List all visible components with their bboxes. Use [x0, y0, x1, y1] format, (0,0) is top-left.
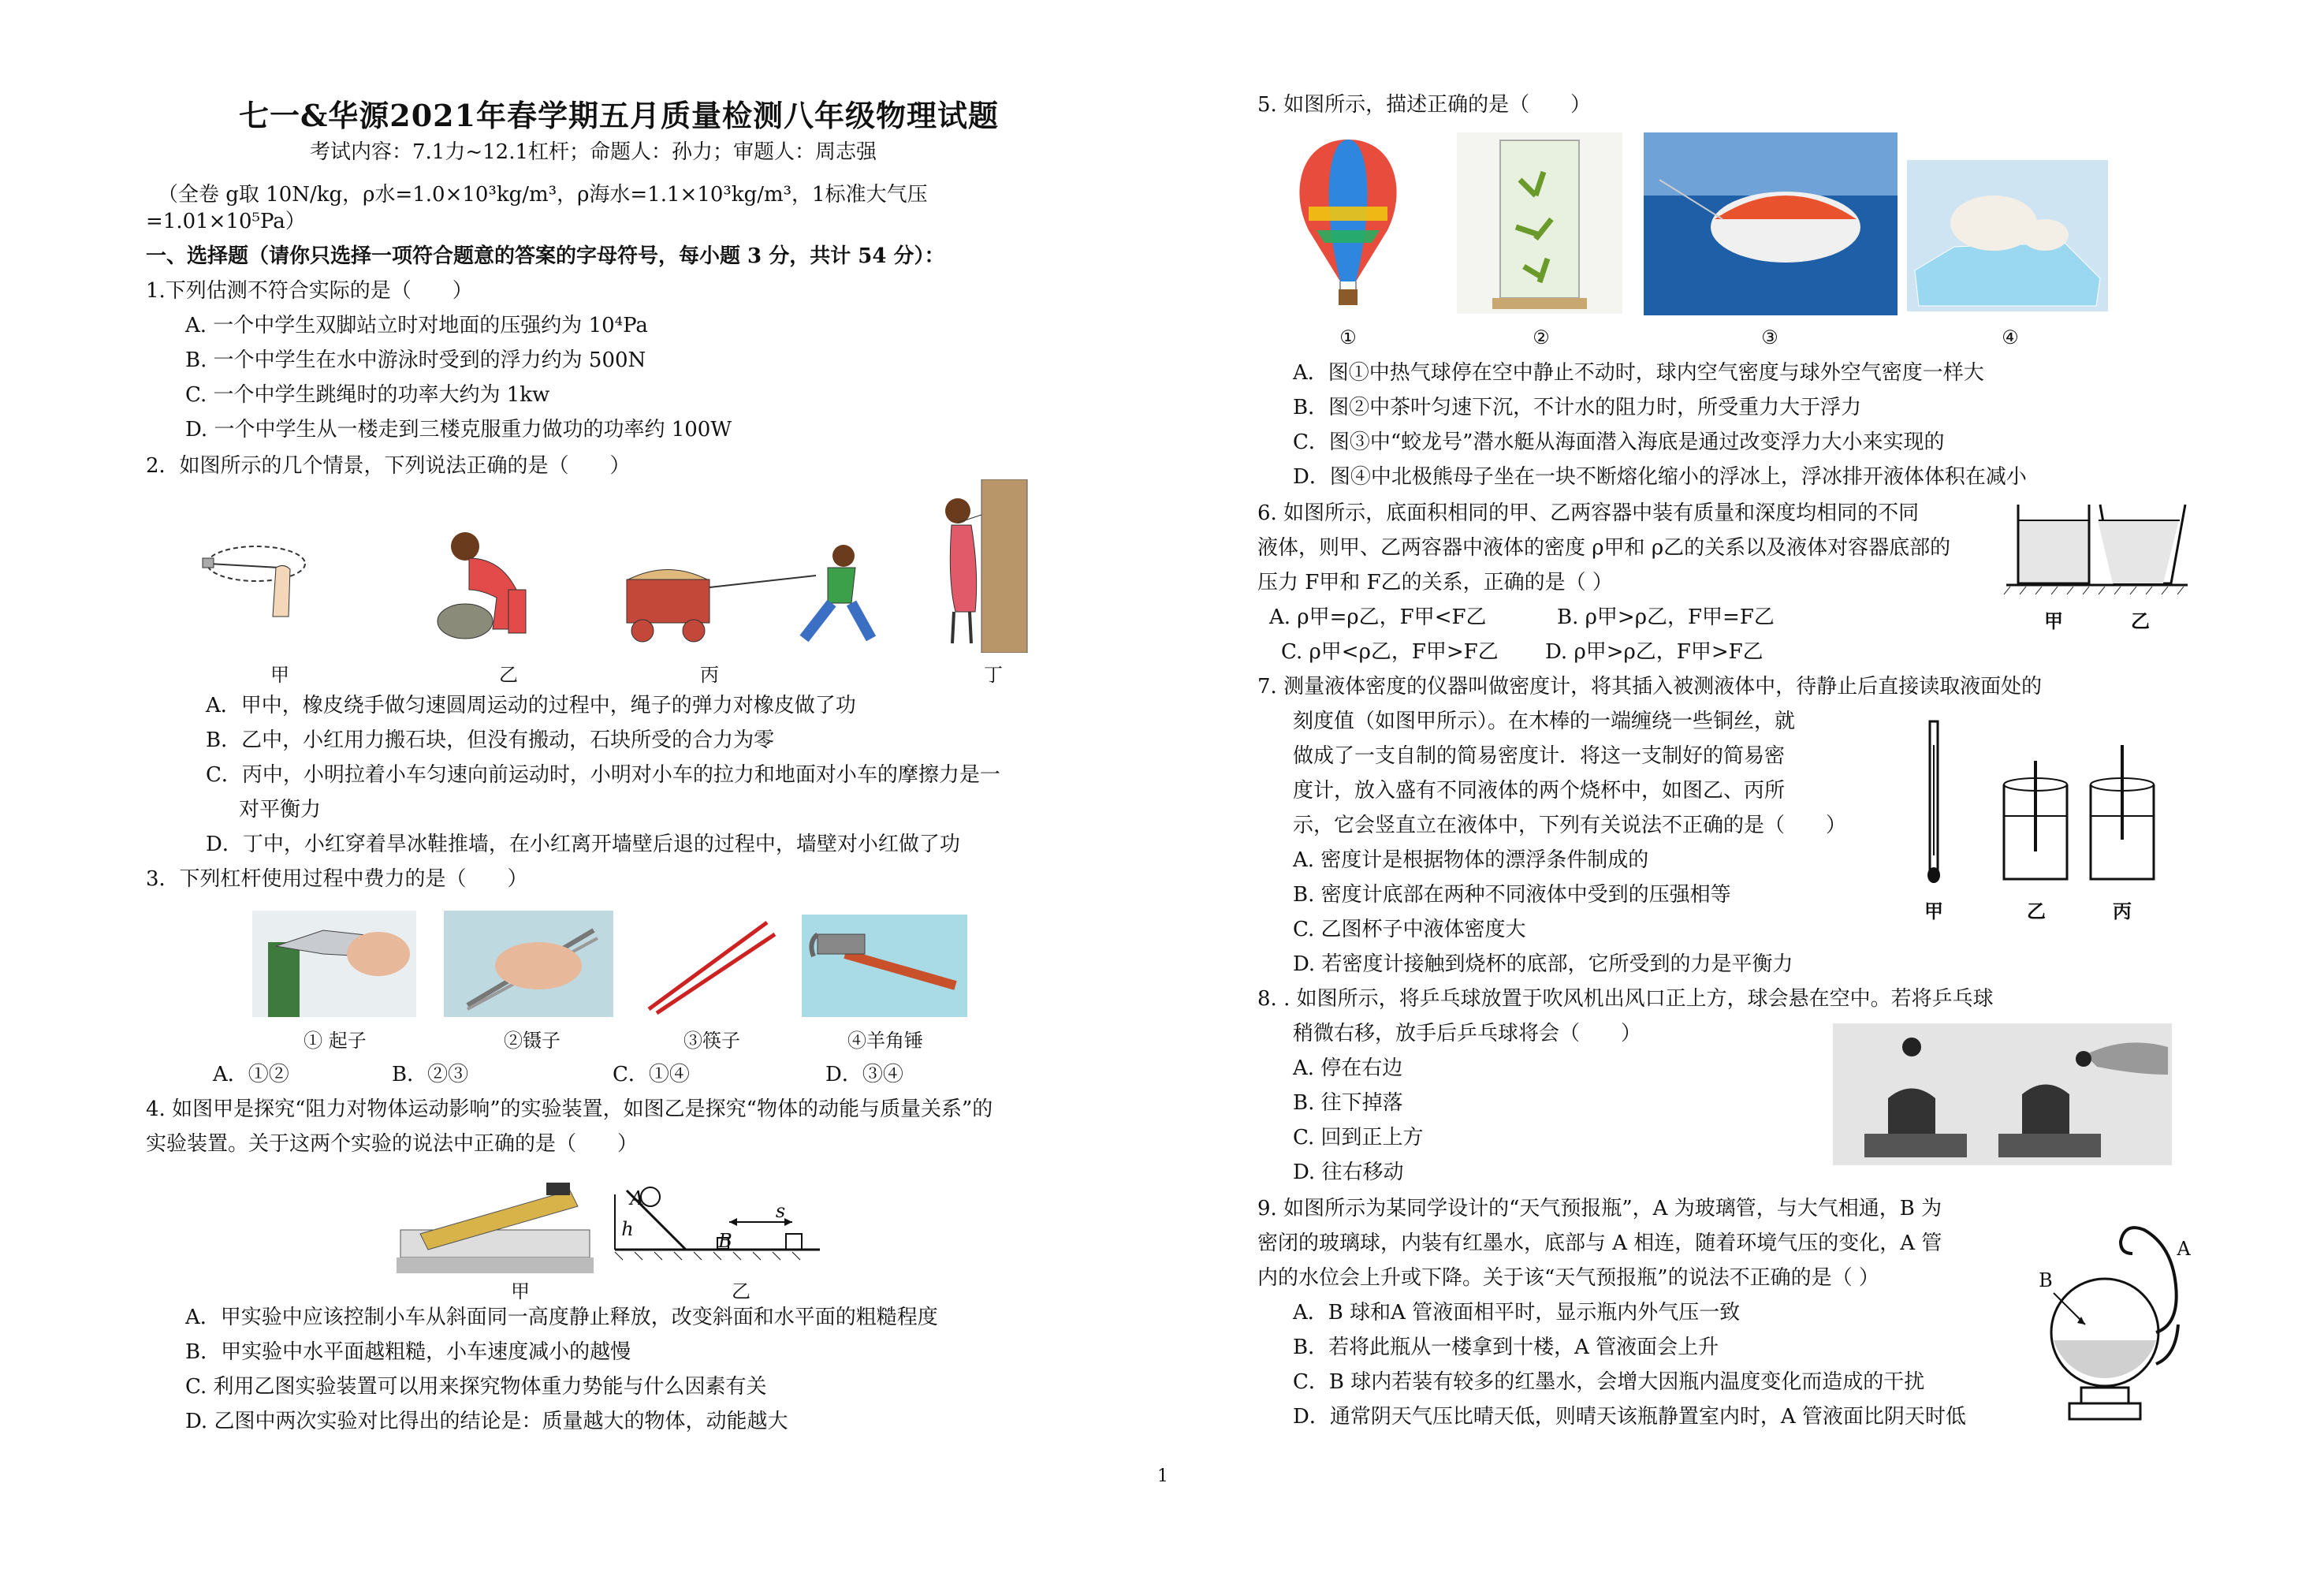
- q2-option-b: B．乙中，小红用力搬石块，但没有搬动，石块所受的合力为零: [206, 728, 775, 752]
- q5-caption-1: ①: [1339, 326, 1357, 348]
- q5-caption-3: ③: [1761, 326, 1778, 348]
- q4-label-s: s: [775, 1200, 786, 1222]
- q7-option-a: A. 密度计是根据物体的漂浮条件制成的: [1293, 848, 1649, 872]
- page-title: 七一&华源2021年春学期五月质量检测八年级物理试题: [238, 98, 1000, 133]
- q4-label-h: h: [621, 1218, 634, 1240]
- q3-caption-3: ③筷子: [683, 1030, 740, 1052]
- q4-option-c: C. 利用乙图实验装置可以用来探究物体重力势能与什么因素有关: [185, 1375, 767, 1399]
- q2-figure-bing: [619, 540, 887, 650]
- q2-figure-jia: [201, 536, 311, 631]
- q7-stem-line5: 示，它会竖直立在液体中，下列有关说法不正确的是（ ）: [1293, 814, 1847, 837]
- q5-figure-polar-bears: [1907, 160, 2108, 311]
- q6-figure-containers: [2002, 497, 2192, 607]
- q3-figure-chopsticks: [641, 915, 779, 1017]
- q4-stem: 4. 如图甲是探究“阻力对物体运动影响”的实验装置，如图乙是探究“物体的动能与质量关系”的: [146, 1097, 993, 1121]
- q6-caption-yi: 乙: [2131, 609, 2150, 632]
- q6-option-a: A. ρ甲=ρ乙，F甲<F乙: [1269, 605, 1487, 629]
- q3-option-b: B．②③: [392, 1063, 469, 1086]
- q1-option-b: B. 一个中学生在水中游泳时受到的浮力约为 500N: [185, 348, 646, 372]
- exam-subtitle: 考试内容：7.1力~12.1杠杆；命题人：孙力；审题人：周志强: [310, 140, 877, 164]
- q3-option-d: D．③④: [825, 1063, 903, 1086]
- q8-option-a: A. 停在右边: [1293, 1056, 1403, 1080]
- q9-label-a: A: [2177, 1238, 2191, 1260]
- q6-stem-line2: 液体，则甲、乙两容器中液体的密度 ρ甲和 ρ乙的关系以及液体对容器底部的: [1257, 536, 1951, 560]
- q3-option-a: A．①②: [213, 1063, 289, 1086]
- q1-option-c: C. 一个中学生跳绳时的功率大约为 1kw: [185, 383, 550, 407]
- q8-stem-line1: 8. . 如图所示，将乒乓球放置于吹风机出风口正上方，球会悬在空中。若将乒乓球: [1257, 987, 1994, 1011]
- q7-caption-bing: 丙: [2113, 900, 2132, 922]
- q5-stem: 5. 如图所示，描述正确的是（ ）: [1257, 93, 1592, 117]
- q4-option-d: D. 乙图中两次实验对比得出的结论是：质量越大的物体，动能越大: [185, 1410, 788, 1433]
- q2-option-c: C．丙中，小明拉着小车匀速向前运动时，小明对小车的拉力和地面对小车的摩擦力是一: [206, 763, 1000, 787]
- q2-option-d: D．丁中，小红穿着旱冰鞋推墙，在小红离开墙壁后退的过程中，墙壁对小红做了功: [206, 833, 960, 856]
- section-heading: 一、选择题（请你只选择一项符合题意的答案的字母符号，每小题 3 分，共计 54 分）：: [146, 244, 945, 268]
- q3-figure-claw-hammer: [802, 915, 967, 1017]
- q6-option-d: D. ρ甲>ρ乙，F甲>F乙: [1545, 640, 1763, 664]
- q5-option-c: C．图③中“蛟龙号”潜水艇从海面潜入海底是通过改变浮力大小来实现的: [1293, 430, 1945, 454]
- q6-stem-line3: 压力 F甲和 F乙的关系，正确的是（ ）: [1257, 571, 1613, 594]
- q7-option-d: D. 若密度计接触到烧杯的底部，它所受到的力是平衡力: [1293, 952, 1793, 976]
- q4-option-a: A．甲实验中应该控制小车从斜面同一高度静止释放，改变斜面和水平面的粗糙程度: [185, 1306, 938, 1329]
- q7-option-c: C. 乙图杯子中液体密度大: [1293, 918, 1526, 941]
- q7-stem-line1: 7. 测量液体密度的仪器叫做密度计，将其插入被测液体中，待静止后直接读取液面处的: [1257, 675, 2043, 699]
- q1-stem: 1.下列估测不符合实际的是（ ）: [146, 279, 473, 303]
- q4-figure-jia: [397, 1175, 594, 1277]
- q1-option-d: D. 一个中学生从一楼走到三楼克服重力做功的功率约 100W: [185, 418, 732, 442]
- q8-stem-line2: 稍微右移，放手后乒乓球将会（ ）: [1293, 1022, 1642, 1045]
- q2-stem: 2．如图所示的几个情景，下列说法正确的是（ ）: [146, 454, 631, 478]
- q2-option-c-cont: 对平衡力: [239, 798, 322, 822]
- q4-caption-jia: 甲: [511, 1280, 530, 1302]
- q9-option-a: A．B 球和A 管液面相平时，显示瓶内外气压一致: [1293, 1301, 1741, 1325]
- q3-figure-tweezers: [444, 911, 613, 1017]
- constants-note: （全卷 g取 10N/kg，ρ水=1.0×10³kg/m³，ρ海水=1.1×10³kg/m³，1标准大气压: [158, 183, 928, 207]
- q2-caption-bing: 丙: [700, 664, 719, 686]
- q9-stem-line3: 内的水位会上升或下降。关于该“天气预报瓶”的说法不正确的是（ ）: [1257, 1266, 1879, 1290]
- q7-stem-line3: 做成了一支自制的简易密度计．将这一支制好的简易密: [1293, 744, 1786, 768]
- q3-caption-2: ②镊子: [504, 1030, 561, 1052]
- q3-figure-bottle-opener: [252, 911, 416, 1017]
- q6-option-c: C. ρ甲<ρ乙，F甲>F乙: [1281, 640, 1499, 664]
- q2-caption-ding: 丁: [984, 664, 1003, 686]
- q5-caption-4: ④: [2002, 326, 2019, 348]
- q8-option-c: C. 回到正上方: [1293, 1126, 1424, 1149]
- q3-option-c: C．①④: [613, 1063, 690, 1086]
- q6-option-b: B. ρ甲>ρ乙，F甲=F乙: [1557, 605, 1775, 629]
- q7-stem-line4: 度计，放入盛有不同液体的两个烧杯中，如图乙、丙所: [1293, 779, 1786, 803]
- q8-figure-hair-dryer-ball: [1833, 1023, 2172, 1165]
- q7-option-b: B. 密度计底部在两种不同液体中受到的压强相等: [1293, 883, 1731, 907]
- q3-caption-1: ① 起子: [304, 1030, 367, 1052]
- q4-option-b: B．甲实验中水平面越粗糙，小车速度减小的越慢: [185, 1340, 631, 1364]
- q4-stem-cont: 实验装置。关于这两个实验的说法中正确的是（ ）: [146, 1132, 639, 1156]
- q9-stem-line2: 密闭的玻璃球，内装有红墨水，底部与 A 相连，随着环境气压的变化，A 管: [1257, 1231, 1942, 1255]
- page-number: 1: [1157, 1466, 1168, 1486]
- q9-option-d: D．通常阴天气压比晴天低，则晴天该瓶静置室内时，A 管液面比阴天时低: [1293, 1405, 1966, 1429]
- q6-caption-jia: 甲: [2044, 609, 2063, 632]
- q6-stem-line1: 6. 如图所示，底面积相同的甲、乙两容器中装有质量和深度均相同的不同: [1257, 501, 1920, 525]
- q3-stem: 3．下列杠杆使用过程中费力的是（ ）: [146, 867, 528, 891]
- q5-option-a: A．图①中热气球停在空中静止不动时，球内空气密度与球外空气密度一样大: [1293, 361, 1984, 385]
- q4-caption-yi: 乙: [732, 1280, 750, 1302]
- q9-option-c: C．B 球内若装有较多的红墨水，会增大因瓶内温度变化而造成的干扰: [1293, 1370, 1925, 1394]
- q5-option-b: B．图②中茶叶匀速下沉，不计水的阻力时，所受重力大于浮力: [1293, 396, 1862, 419]
- q5-figure-submarine: [1644, 132, 1898, 315]
- q7-caption-yi: 乙: [2027, 900, 2046, 922]
- q5-figure-hot-air-balloon: [1285, 136, 1411, 317]
- q2-caption-yi: 乙: [499, 664, 518, 686]
- q2-figure-yi: [422, 527, 548, 645]
- q9-stem-line1: 9. 如图所示为某同学设计的“天气预报瓶”，A 为玻璃管，与大气相通，B 为: [1257, 1197, 1942, 1220]
- q8-option-d: D. 往右移动: [1293, 1161, 1404, 1184]
- q2-caption-jia: 甲: [270, 664, 289, 686]
- q3-caption-4: ④羊角锤: [847, 1030, 923, 1052]
- q7-caption-jia: 甲: [1924, 900, 1943, 922]
- q2-figure-ding: [934, 479, 1029, 653]
- q9-option-b: B．若将此瓶从一楼拿到十楼，A 管液面会上升: [1293, 1336, 1719, 1359]
- q9-figure-weather-bottle: [2038, 1214, 2192, 1427]
- q5-option-d: D．图④中北极熊母子坐在一块不断熔化缩小的浮冰上，浮冰排开液体体积在减小: [1293, 465, 2027, 489]
- q8-option-b: B. 往下掉落: [1293, 1091, 1403, 1115]
- q7-stem-line2: 刻度值（如图甲所示）。在木棒的一端缠绕一些铜丝，就: [1293, 710, 1796, 733]
- q7-figure-hydrometer: [1916, 714, 2176, 891]
- q5-caption-2: ②: [1533, 326, 1550, 348]
- constants-note-cont: =1.01×10⁵Pa）: [146, 210, 306, 233]
- q9-label-b: B: [2039, 1269, 2053, 1291]
- q5-figure-tea-glass: [1457, 132, 1622, 314]
- q4-label-a: A: [630, 1187, 644, 1209]
- q4-label-b: B: [718, 1230, 732, 1252]
- q1-option-a: A. 一个中学生双脚站立时对地面的压强约为 10⁴Pa: [185, 314, 648, 337]
- q2-option-a: A．甲中，橡皮绕手做匀速圆周运动的过程中，绳子的弹力对橡皮做了功: [206, 694, 856, 717]
